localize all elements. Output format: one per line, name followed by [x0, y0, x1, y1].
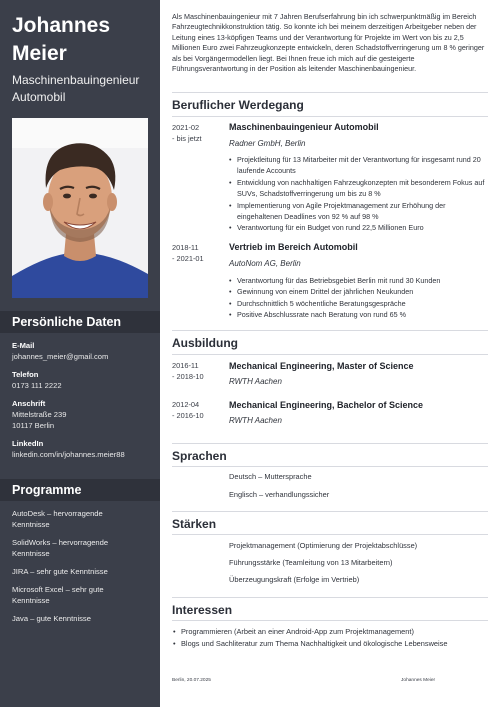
list-item: • Durchschnittlich 5 wöchentliche Beratungsgespräche: [229, 298, 491, 309]
address-block: [12, 398, 154, 431]
linkedin-label: LinkedIn: [12, 439, 44, 448]
list-item: • Implementierung von Agile Projektmanagement zur Erhöhung der eingehaltenen Deadlines von 92 % auf 98 %: [229, 200, 491, 223]
entry-company: Radner GmbH, Berlin: [229, 139, 306, 148]
first-name: Johannes: [12, 14, 111, 37]
address-line-2: 10117 Berlin: [12, 421, 55, 430]
program-item-line-2: Kenntnisse: [12, 596, 50, 605]
linkedin-block: [12, 438, 154, 460]
program-item-line-1: AutoDesk – hervorragende: [12, 509, 103, 518]
phone-block: [12, 369, 154, 391]
languages-heading: Sprachen: [172, 443, 488, 465]
education-heading: Ausbildung: [172, 330, 488, 352]
section-divider: [172, 354, 488, 355]
entry-date: [172, 122, 224, 144]
list-item: • Programmieren (Arbeit an einer Android-App zum Projektmanagement): [172, 626, 488, 638]
phone-value[interactable]: 0173 111 2222: [12, 381, 62, 390]
personal-data-heading: Persönliche Daten: [0, 311, 160, 333]
date-end: - 2016-10: [172, 411, 204, 420]
strengths-heading: Stärken: [172, 511, 488, 533]
program-item-line-1: JIRA – sehr gute Kenntnisse: [12, 567, 108, 576]
date-start: 2018-11: [172, 243, 199, 252]
program-item: [12, 508, 150, 530]
job-title-line-1: Maschinenbauingenieur: [12, 73, 140, 87]
program-item: [12, 613, 150, 624]
date-start: 2012-04: [172, 400, 200, 409]
entry-company: AutoNom AG, Berlin: [229, 259, 301, 268]
list-item: • Blogs und Sachliteratur zum Thema Nachhaltigkeit und ökologische Lebensweise: [172, 638, 488, 650]
strength-item: Führungsstärke (Teamleitung von 13 Mitarbeitern): [229, 558, 393, 567]
candidate-name: [12, 12, 110, 68]
job-title: [12, 72, 139, 106]
date-start: 2016-11: [172, 361, 199, 370]
date-end: - 2021-01: [172, 254, 204, 263]
list-item: • Verantwortung für das Betriebsgebiet Berlin mit rund 30 Kunden: [229, 275, 491, 286]
programs-heading: Programme: [0, 479, 160, 501]
entry-title: Maschinenbauingenieur Automobil: [229, 122, 379, 132]
email-block: [12, 340, 154, 362]
interests-list: [172, 626, 488, 649]
entry-date: [172, 360, 224, 382]
list-item: • Projektleitung für 13 Mitarbeiter mit der Verantwortung für insgesamt rund 20 laufende Accounts: [229, 154, 491, 177]
responsibility-list: [229, 154, 491, 234]
linkedin-value[interactable]: linkedin.com/in/johannes.meier88: [12, 450, 125, 459]
entry-title: Mechanical Engineering, Master of Science: [229, 361, 414, 371]
phone-label: Telefon: [12, 370, 39, 379]
entry-date: [172, 399, 224, 421]
program-item: [12, 537, 150, 559]
profile-summary: Als Maschinenbauingenieur mit 7 Jahren Berufserfahrung bin ich schwerpunktmäßig im Bereich Fahrzeugtechnikkonstruktion tätig. So konnte ich bei meinem derzeitigen Arbeitgeber neben der Leitung eines 13-köpfigen Teams und der Verantwortung für Projekte im Wert von bis zu 2,5 Millionen Euro zwei Fahrzeugkonzepte entwickeln, deren Schadstoffverringerung um 8 % geringer als bei Vorgängermodellen liegt. Bei Ihnen freue ich mich auf die gesteigerte Führungsverantwortung in der Position als leitender Maschinenbauingenieur.: [172, 12, 485, 74]
language-item: Deutsch – Muttersprache: [229, 472, 312, 481]
list-item: • Verantwortung für ein Budget von rund 22,5 Millionen Euro: [229, 222, 491, 233]
list-item: • Positive Abschlussrate nach Beratung von rund 65 %: [229, 309, 491, 320]
section-divider: [172, 620, 488, 621]
strength-item: Überzeugungskraft (Erfolge im Vertrieb): [229, 575, 360, 584]
sidebar: [0, 0, 160, 707]
date-end: - bis jetzt: [172, 134, 202, 143]
interests-heading: Interessen: [172, 597, 488, 619]
portrait-illustration: [12, 118, 148, 298]
entry-school: RWTH Aachen: [229, 416, 282, 425]
place-date: Berlin, 20.07.2025: [172, 678, 211, 683]
profile-photo: [12, 118, 148, 298]
responsibility-list: [229, 275, 491, 321]
section-divider: [172, 466, 488, 467]
program-item-line-1: Java – gute Kenntnisse: [12, 614, 91, 623]
last-name: Meier: [12, 42, 67, 65]
strength-item: Projektmanagement (Optimierung der Projektabschlüsse): [229, 541, 418, 550]
entry-date: [172, 242, 224, 264]
entry-school: RWTH Aachen: [229, 377, 282, 386]
address-label: Anschrift: [12, 399, 46, 408]
section-divider: [172, 534, 488, 535]
signature-name: Johannes Meier: [401, 678, 436, 683]
entry-title: Mechanical Engineering, Bachelor of Science: [229, 400, 424, 410]
experience-heading: Beruflicher Werdegang: [172, 92, 488, 114]
program-item-line-1: Microsoft Excel – sehr gute: [12, 585, 104, 594]
section-divider: [172, 116, 488, 117]
list-item: • Entwicklung von nachhaltigen Fahrzeugkonzepten mit besonderem Fokus auf SUVs, Schadstoffverringerung um bis zu 8 %: [229, 177, 491, 200]
address-line-1: Mittelstraße 239: [12, 410, 67, 419]
program-item: [12, 584, 150, 606]
main-content: [160, 0, 500, 707]
entry-title: Vertrieb im Bereich Automobil: [229, 242, 358, 252]
program-item-line-1: SolidWorks – hervorragende: [12, 538, 109, 547]
date-end: - 2018-10: [172, 372, 204, 381]
email-value[interactable]: johannes_meier@gmail.com: [12, 352, 109, 361]
list-item: • Gewinnung von einem Drittel der jährlichen Neukunden: [229, 286, 491, 297]
program-item-line-2: Kenntnisse: [12, 549, 50, 558]
job-title-line-2: Automobil: [12, 90, 66, 104]
email-label: E-Mail: [12, 341, 35, 350]
program-item-line-2: Kenntnisse: [12, 520, 50, 529]
date-start: 2021-02: [172, 123, 200, 132]
program-item: [12, 566, 150, 577]
language-item: Englisch – verhandlungssicher: [229, 490, 330, 499]
